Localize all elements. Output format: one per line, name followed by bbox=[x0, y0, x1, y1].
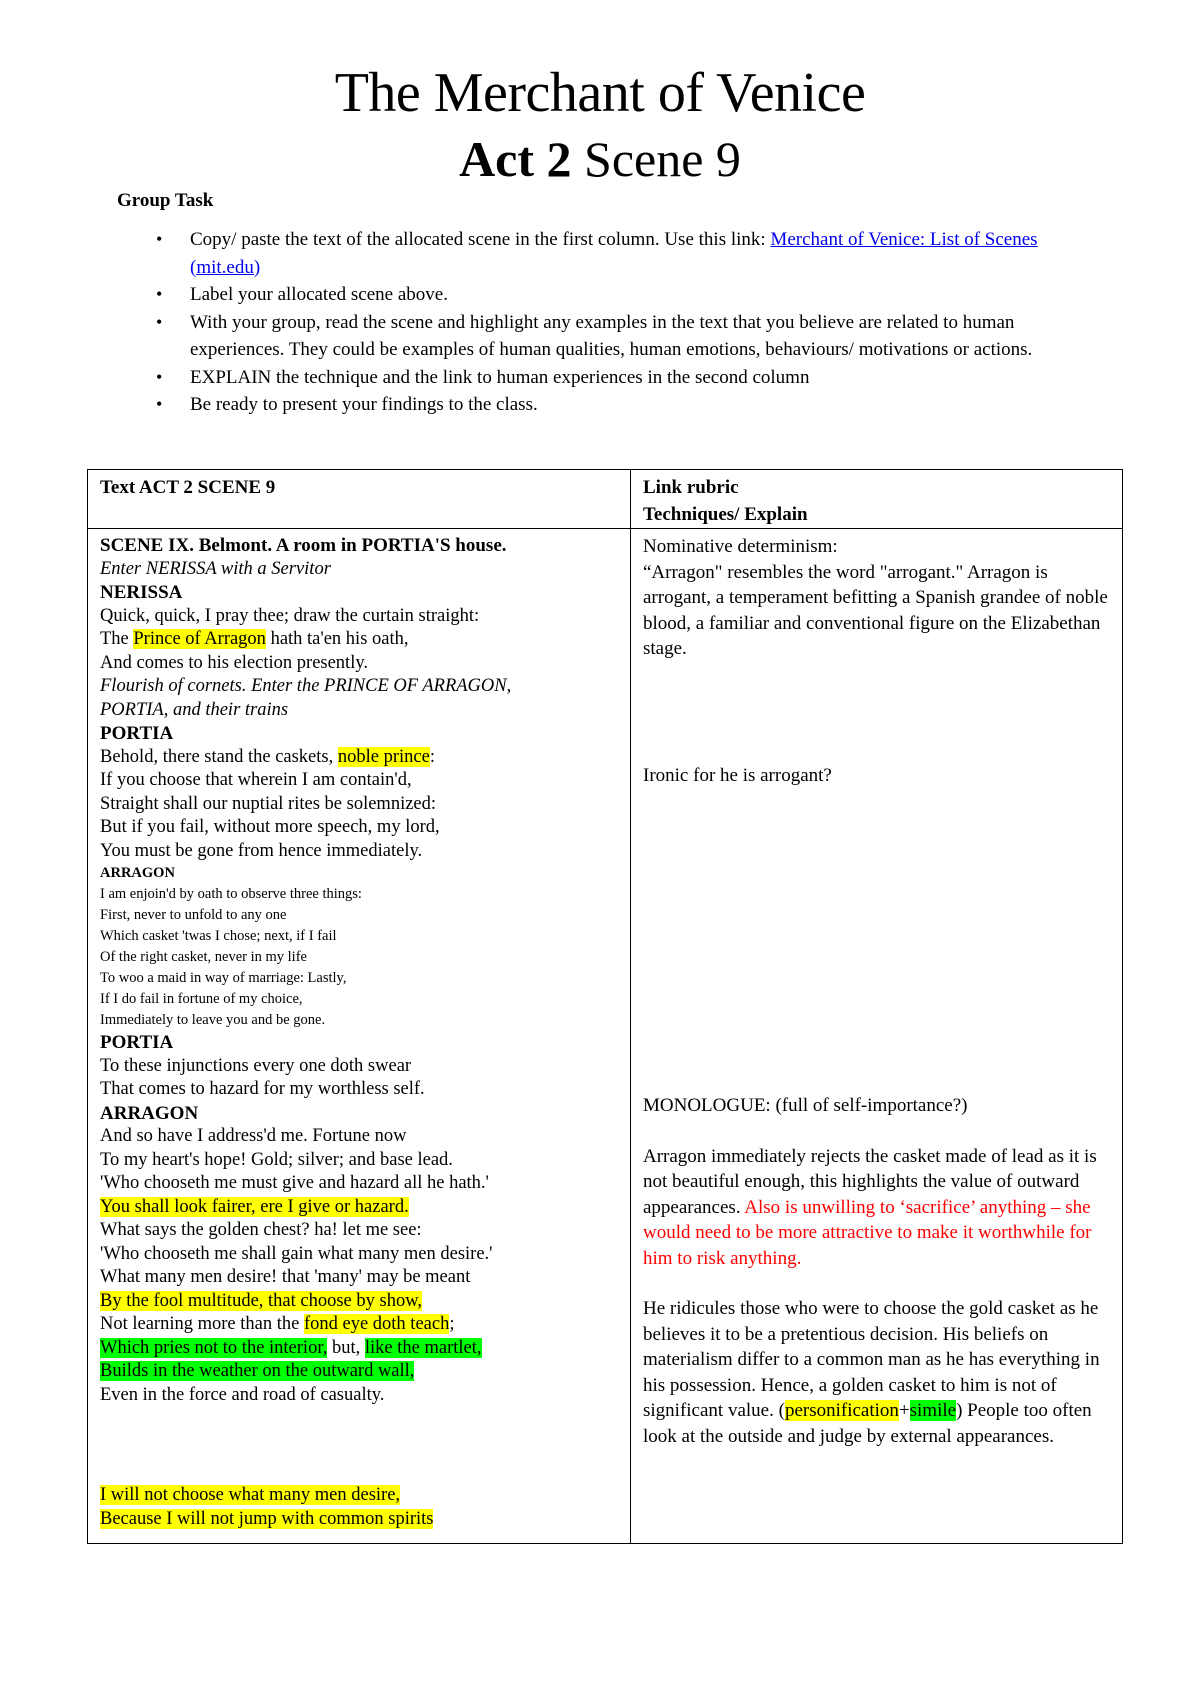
highlight-green: Builds in the weather on the outward wall, bbox=[100, 1361, 415, 1381]
script-line: And comes to his election presently. bbox=[100, 652, 369, 673]
script-line: Which pries not to the interior, but, like the martlet, bbox=[100, 1337, 482, 1358]
speaker-name: NERISSA bbox=[100, 582, 183, 603]
script-line bbox=[100, 1196, 618, 1220]
task-list bbox=[150, 226, 1070, 419]
scene-heading: SCENE IX. Belmont. A room in PORTIA'S house. bbox=[100, 535, 507, 556]
script-line: Straight shall our nuptial rites be solemnized: bbox=[100, 793, 437, 814]
script-line: That comes to hazard for my worthless self. bbox=[100, 1079, 425, 1099]
speaker-name: PORTIA bbox=[100, 1032, 174, 1053]
table-body-row bbox=[88, 529, 1123, 1544]
script-line: The Prince of Arragon hath ta'en his oath, bbox=[100, 629, 409, 649]
script-line: And so have I address'd me. Fortune now bbox=[100, 1126, 407, 1146]
script-line: If I do fail in fortune of my choice, bbox=[100, 991, 303, 1007]
script-line: To these injunctions every one doth swear bbox=[100, 1055, 412, 1076]
header-label: Text ACT 2 SCENE 9 bbox=[100, 477, 276, 498]
script-line: Which casket 'twas I chose; next, if I fail bbox=[100, 928, 337, 944]
highlight-green: Which pries not to the interior, bbox=[100, 1337, 328, 1358]
rubric-note: He ridicules those who were to choose the gold casket as he believes it to be a pretentious decision. His beliefs on materialism differ to a common man as he has everything in his possession. Hence, a golden casket to him is not of significant value. (personification+simile) People too often look at the outside and judge by external appearances. bbox=[643, 1298, 1100, 1447]
script-line: But if you fail, without more speech, my lord, bbox=[100, 817, 440, 837]
arragon-oath-block bbox=[100, 863, 618, 1031]
header-text-column bbox=[88, 470, 631, 529]
subtitle-act: Act 2 bbox=[459, 131, 572, 187]
task-text: Copy/ paste the text of the allocated scene in the first column. Use this link: bbox=[190, 229, 771, 250]
group-task-heading: Group Task bbox=[117, 190, 214, 211]
spacer bbox=[643, 1271, 1110, 1296]
highlight: fond eye doth teach bbox=[303, 1314, 450, 1334]
header-label: Link rubric bbox=[643, 477, 739, 498]
table-header-row bbox=[88, 470, 1123, 529]
header-rubric-column bbox=[631, 470, 1123, 529]
document-subtitle bbox=[0, 128, 1200, 190]
highlight: By the fool multitude, that choose by show, bbox=[100, 1290, 422, 1311]
rubric-text bbox=[631, 529, 1122, 1449]
script-line: To my heart's hope! Gold; silver; and base lead. bbox=[100, 1149, 453, 1170]
script-line bbox=[100, 1360, 618, 1384]
rubric-note: Arragon immediately rejects the casket made of lead as it is not beautiful enough, this highlights the value of outward appearances. Also is unwilling to ‘sacrifice’ anything – she would need to be more attractive to make it worthwhile for him to risk anything. bbox=[643, 1145, 1097, 1269]
red-note: Also is unwilling to ‘sacrifice’ anything – she would need to be more attractive to make it worthwhile for him to risk anything. bbox=[643, 1196, 1092, 1269]
script-line: If you choose that wherein I am contain'd, bbox=[100, 770, 412, 790]
script-line: 'Who chooseth me must give and hazard all he hath.' bbox=[100, 1173, 489, 1193]
script-line bbox=[100, 1484, 618, 1508]
script-line bbox=[100, 1290, 618, 1314]
spacer bbox=[643, 1119, 1110, 1144]
rubric-cell bbox=[631, 529, 1123, 1544]
rubric-note: MONOLOGUE: (full of self-importance?) bbox=[643, 1095, 968, 1116]
highlight-green: simile bbox=[909, 1400, 957, 1421]
task-item: • EXPLAIN the technique and the link to human experiences in the second column bbox=[150, 364, 1070, 392]
rubric-note: “Arragon" resembles the word "arrogant." Arragon is arrogant, a temperament befitting a Spanish grandee of noble blood, a familiar and conventional figure on the Elizabethan stage. bbox=[643, 561, 1108, 659]
script-line: Even in the force and road of casualty. bbox=[100, 1384, 385, 1405]
highlight: You shall look fairer, ere I give or hazard. bbox=[100, 1196, 409, 1217]
spacer bbox=[643, 662, 1110, 763]
scene-text-cell bbox=[88, 529, 631, 1544]
spacer bbox=[100, 1407, 618, 1484]
highlight: Prince of Arragon bbox=[133, 629, 266, 649]
task-item bbox=[150, 226, 1070, 281]
rubric-note: Nominative determinism: bbox=[643, 536, 838, 557]
scene-text bbox=[88, 529, 630, 1531]
task-item: • Label your allocated scene above. bbox=[150, 281, 1070, 309]
task-item: • With your group, read the scene and highlight any examples in the text that you believe are related to human experiences. They could be examples of human qualities, human emotions, behaviours/ motivations or actions. bbox=[150, 309, 1070, 364]
script-line: You must be gone from hence immediately. bbox=[100, 840, 423, 861]
script-line: Not learning more than the fond eye doth teach; bbox=[100, 1314, 455, 1334]
script-line: I am enjoin'd by oath to observe three things: bbox=[100, 886, 362, 902]
speaker-name: ARRAGON bbox=[100, 1102, 199, 1124]
scenes-link[interactable]: Merchant of Venice: List of Scenes (mit.edu) bbox=[190, 229, 1038, 278]
highlight: noble prince bbox=[337, 746, 430, 767]
stage-direction: PORTIA, and their trains bbox=[100, 699, 289, 720]
stage-direction: Flourish of cornets. Enter the PRINCE OF ARRAGON, bbox=[100, 676, 512, 696]
script-line: Of the right casket, never in my life bbox=[100, 949, 307, 965]
speaker-name: ARRAGON bbox=[100, 865, 175, 881]
spacer bbox=[643, 788, 1110, 1093]
script-line: What many men desire! that 'many' may be meant bbox=[100, 1267, 471, 1287]
speaker-name: PORTIA bbox=[100, 723, 174, 744]
highlight: Because I will not jump with common spirits bbox=[100, 1508, 434, 1529]
script-line: What says the golden chest? ha! let me see: bbox=[100, 1220, 422, 1240]
document-title: The Merchant of Venice bbox=[334, 62, 866, 124]
script-line: To woo a maid in way of marriage: Lastly, bbox=[100, 970, 347, 986]
script-line: Quick, quick, I pray thee; draw the curtain straight: bbox=[100, 605, 480, 626]
script-line: Immediately to leave you and be gone. bbox=[100, 1012, 326, 1028]
subtitle-scene: Scene 9 bbox=[571, 131, 741, 187]
stage-direction: Enter NERISSA with a Servitor bbox=[100, 558, 331, 579]
script-line: Behold, there stand the caskets, noble prince: bbox=[100, 746, 435, 767]
highlight-green: like the martlet, bbox=[364, 1337, 482, 1358]
script-line: First, never to unfold to any one bbox=[100, 907, 287, 923]
rubric-note: Ironic for he is arrogant? bbox=[643, 764, 832, 786]
header-label: Techniques/ Explain bbox=[643, 504, 808, 525]
highlight: I will not choose what many men desire, bbox=[100, 1485, 401, 1505]
scene-table bbox=[87, 469, 1123, 1544]
script-line: 'Who chooseth me shall gain what many men desire.' bbox=[100, 1243, 493, 1264]
script-line bbox=[100, 1508, 618, 1532]
task-item: • Be ready to present your findings to the class. bbox=[150, 391, 1070, 419]
highlight: personification bbox=[784, 1400, 899, 1421]
